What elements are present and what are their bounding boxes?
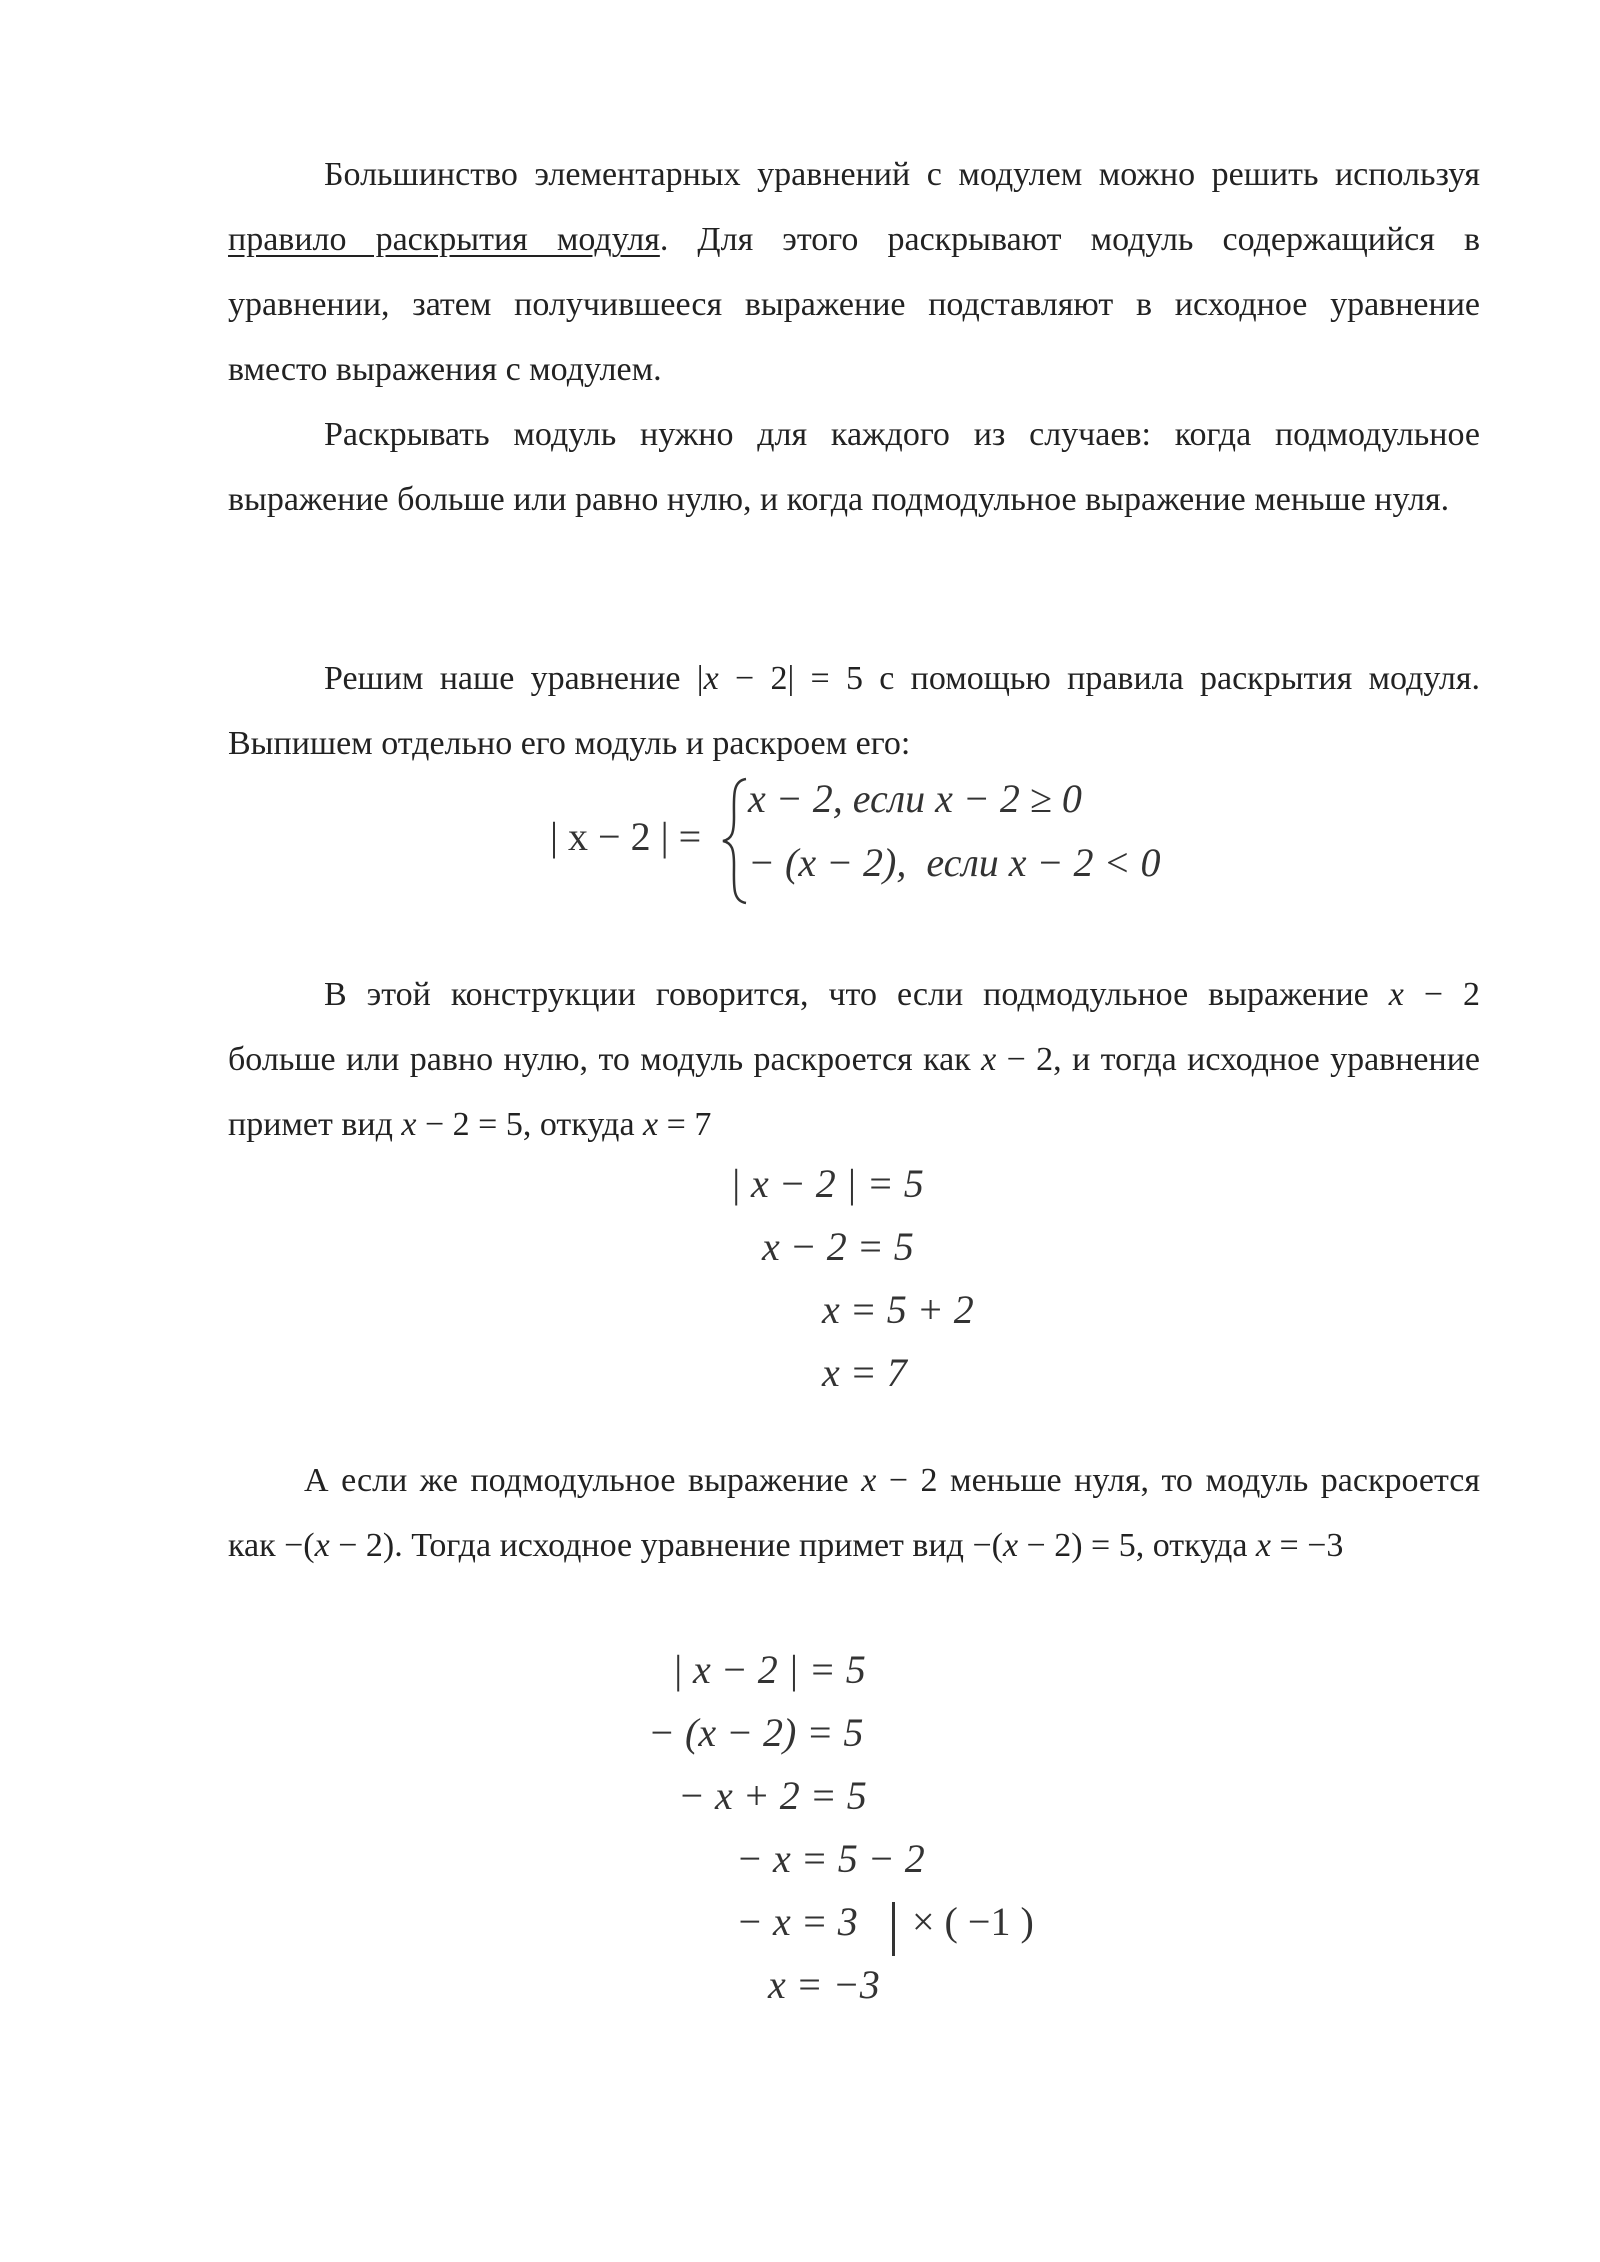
text-span: − 2 меньше нуля, то модуль раскроется как −( xyxy=(228,1462,1481,1564)
text-span: = 7 xyxy=(658,1106,712,1143)
variable-x: x xyxy=(401,1106,417,1143)
solution-step: − x = 3 xyxy=(736,1899,858,1944)
variable-x: x xyxy=(1255,1527,1272,1564)
variable-x: x xyxy=(643,1106,659,1143)
solution-negative xyxy=(640,1646,1080,2026)
solution-positive xyxy=(700,1160,1000,1420)
text-span: − 2, и тогда исходное уравнение примет вид xyxy=(228,1041,1480,1143)
variable-x: x xyxy=(1388,976,1404,1013)
solution-step: x = 5 + 2 xyxy=(822,1287,974,1332)
text-span: − 2). Тогда исходное уравнение примет вид −( xyxy=(329,1527,1003,1564)
text-span: = −3 xyxy=(1271,1527,1344,1564)
text-span: В этой конструкции говорится, что если подмодульное выражение xyxy=(324,976,1389,1013)
solution-step: x = −3 xyxy=(768,1962,880,2007)
text-span: − 2) = 5, откуда xyxy=(1018,1527,1256,1564)
left-brace-icon xyxy=(720,777,750,905)
solution-step: − x = 5 − 2 xyxy=(736,1836,925,1881)
solution-step: | x − 2 | = 5 xyxy=(672,1647,866,1692)
paragraph-text xyxy=(228,962,1480,1157)
paragraph-text xyxy=(228,1448,1480,1578)
paragraph-text xyxy=(228,142,1480,402)
paragraph-solve xyxy=(228,646,1480,776)
text-span: . Для этого раскрывают модуль содержащийся в уравнении, затем получившееся выражение подставляют в исходное уравнение вместо выражения с модулем. xyxy=(228,221,1481,388)
text-span: − 2 больше или равно нулю, то модуль раскроется как xyxy=(228,976,1480,1078)
text-span: с помощью правила раскрытия модуля. Выпишем отдельно его модуль и раскроем его: xyxy=(228,660,1480,762)
solution-step: x = 7 xyxy=(822,1350,907,1395)
variable-x: x xyxy=(861,1462,877,1499)
solution-step: | x − 2 | = 5 xyxy=(730,1161,924,1206)
formula-lhs: | x − 2 | = xyxy=(550,814,702,859)
text-span: − 2| = 5 xyxy=(718,660,880,697)
paragraph-cases xyxy=(228,402,1480,532)
solution-step: − (x − 2) = 5 xyxy=(648,1710,864,1755)
paragraph-text: Раскрывать модуль нужно для каждого из случаев: когда подмодульное выражение больше или равно нулю, и когда подмодульное выражение меньше нуля. xyxy=(228,416,1480,518)
text-span: Решим наше уравнение | xyxy=(324,660,704,697)
paragraph-intro xyxy=(228,142,1480,402)
paragraph-text xyxy=(228,646,1480,776)
text-span: − 2 = 5, откуда xyxy=(416,1106,644,1143)
formula-case-2: − (x − 2), если x − 2 < 0 xyxy=(748,840,1161,885)
variable-x: x xyxy=(703,660,719,697)
variable-x: x xyxy=(981,1041,997,1078)
paragraph-case-negative xyxy=(228,1448,1480,1578)
rule-link[interactable]: правило раскрытия модуля xyxy=(228,221,660,258)
formula-case-1: x − 2, если x − 2 ≥ 0 xyxy=(748,776,1082,821)
solution-step: − x + 2 = 5 xyxy=(678,1773,867,1818)
separator-bar xyxy=(892,1902,895,1956)
piecewise-formula xyxy=(550,775,1170,905)
variable-x: x xyxy=(314,1527,330,1564)
solution-step: x − 2 = 5 xyxy=(762,1224,914,1269)
text-span: Большинство элементарных уравнений с модулем можно решить используя xyxy=(324,156,1480,193)
text-span: А если же подмодульное выражение xyxy=(304,1462,862,1499)
paragraph-case-positive xyxy=(228,962,1480,1157)
solution-multiplier: × ( −1 ) xyxy=(912,1899,1034,1944)
variable-x: x xyxy=(1002,1527,1019,1564)
